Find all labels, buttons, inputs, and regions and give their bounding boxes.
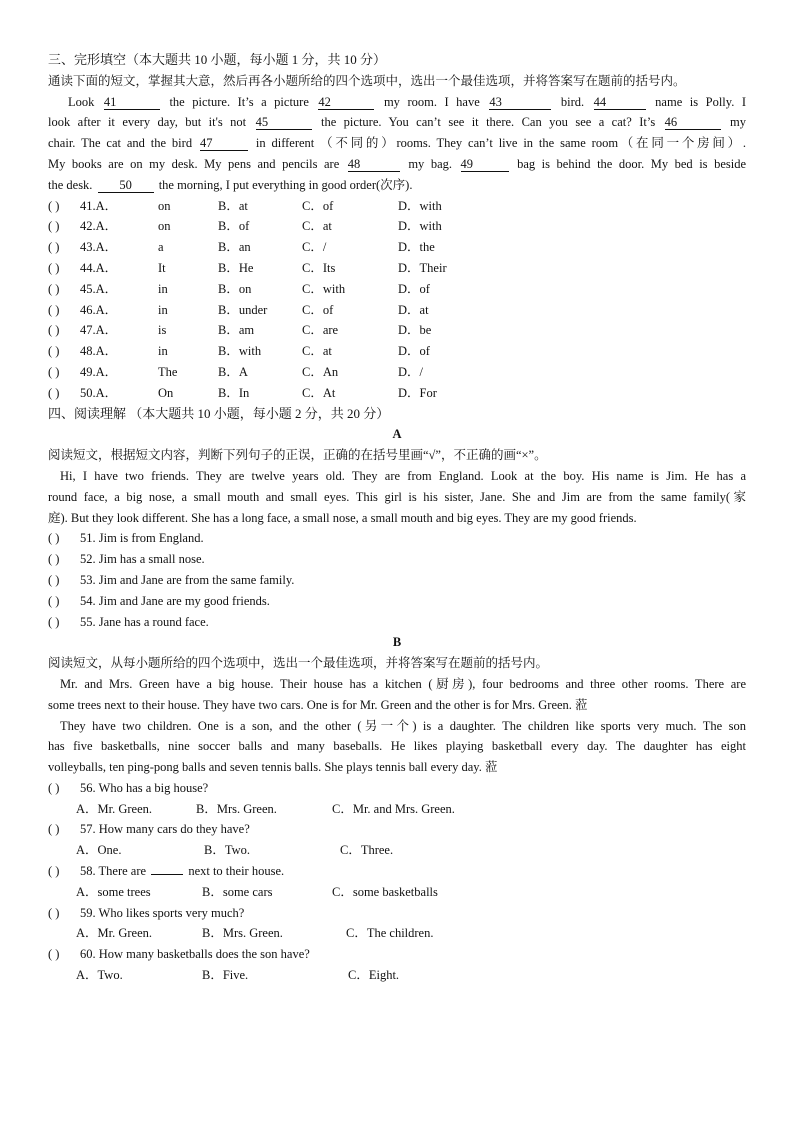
blank-42[interactable]: 42 — [318, 95, 374, 110]
option-c: C．Three. — [340, 843, 394, 858]
cloze-passage-line: Look 41 the picture. It’s a picture 42 my room. I have 43 bird. 44 name is Polly. I — [68, 94, 746, 109]
answer-paren[interactable]: ( ) — [48, 780, 60, 795]
option-a: The — [158, 364, 178, 379]
answer-paren[interactable]: ( ) — [48, 260, 60, 275]
section-a-instruction: 阅读短文，根据短文内容，判断下列句子的正误，正确的在括号里画“√”，不正确的画“×”。 — [48, 448, 547, 463]
cloze-question: ( ) 45.A． in B．on C．with D．of — [48, 279, 746, 300]
option-d: For — [419, 385, 437, 400]
cloze-question: ( ) 42.A． on B．of C．at D．with — [48, 216, 746, 237]
blank-46[interactable]: 46 — [665, 115, 721, 130]
cloze-question: ( ) 41.A． on B．at C．of D．with — [48, 196, 746, 217]
option-b: an — [238, 240, 251, 255]
mc-question-stem: ( ) 58. There are next to their house. — [48, 861, 746, 882]
answer-paren[interactable]: ( ) — [48, 240, 60, 255]
cloze-question: ( ) 48.A． in B．with C．at D．of — [48, 341, 746, 362]
answer-paren[interactable]: ( ) — [48, 947, 60, 962]
answer-paren[interactable]: ( ) — [48, 905, 60, 920]
mc-question-stem: ( ) 59. Who likes sports very much? — [48, 903, 746, 924]
option-c: C．The children. — [346, 926, 434, 941]
option-a: a — [158, 240, 164, 255]
mc-options — [48, 882, 746, 903]
true-false-statement: ( ) 53. Jim and Jane are from the same family. — [48, 570, 746, 591]
option-b: B．Mrs. Green. — [196, 801, 277, 816]
option-c: / — [322, 240, 327, 255]
answer-paren[interactable]: ( ) — [48, 385, 60, 400]
option-c: At — [322, 385, 336, 400]
option-a: on — [158, 219, 171, 234]
option-d: with — [419, 198, 442, 213]
option-b: with — [238, 344, 262, 359]
cloze-question: ( ) 46.A． in B．under C．of D．at — [48, 300, 746, 321]
option-d: Their — [419, 260, 447, 275]
section-a-passage-line: round face, a big nose, a small mouth and small eyes. This girl is his sister, Jane. She and Jim are from the same family(家 — [48, 489, 746, 504]
answer-paren[interactable]: ( ) — [48, 864, 60, 879]
cloze-passage-line: My books are on my desk. My pens and pencils are 48 my bag. 49 bag is behind the door. My bed is beside — [48, 156, 746, 171]
option-c: of — [322, 302, 334, 317]
option-b: B．Five. — [202, 968, 249, 983]
option-d: of — [419, 281, 430, 296]
option-c: An — [322, 364, 339, 379]
reading-heading: 四、阅读理解 （本大题共 10 小题，每小题 2 分，共 20 分） — [48, 405, 390, 421]
option-a: A．Mr. Green. — [76, 801, 153, 816]
option-b: B．Mrs. Green. — [202, 926, 283, 941]
section-a-passage-line: 庭). But they look different. She has a long face, a small nose, a small mouth and big eyes. They are my good friends. — [48, 510, 637, 525]
cloze-heading: 三、完形填空（本大题共 10 小题，每小题 1 分，共 10 分） — [48, 52, 387, 67]
option-b: am — [238, 323, 255, 338]
cloze-question: ( ) 44.A． It B．He C．Its D．Their — [48, 258, 746, 279]
option-d: with — [419, 219, 442, 234]
option-a: on — [158, 198, 171, 213]
cloze-passage-line: look after it every day, but it's not 45 the picture. You can’t see it there. Can you see a cat? It’s 46 my — [48, 115, 746, 130]
option-c: of — [322, 198, 334, 213]
option-b: B．Two. — [204, 843, 251, 858]
section-b-passage-line: They have two children. One is a son, and the other (另一个) is a daughter. The children like sports very much. The son — [60, 718, 746, 733]
section-a-label: A — [392, 427, 402, 442]
option-a: is — [158, 323, 167, 338]
blank-44[interactable]: 44 — [594, 95, 646, 110]
option-c: at — [322, 344, 332, 359]
answer-paren[interactable]: ( ) — [48, 614, 60, 629]
option-a: On — [158, 385, 174, 400]
option-a: in — [158, 281, 168, 296]
option-d: the — [419, 240, 435, 255]
blank-58[interactable] — [151, 874, 183, 875]
blank-45[interactable]: 45 — [256, 115, 312, 130]
true-false-statement: ( ) 52. Jim has a small nose. — [48, 549, 746, 570]
option-b: He — [238, 260, 254, 275]
answer-paren[interactable]: ( ) — [48, 344, 60, 359]
option-b: under — [238, 302, 268, 317]
cloze-passage-line: the desk. 50 the morning, I put everything in good order(次序). — [48, 177, 413, 192]
mc-options — [48, 923, 746, 944]
answer-paren[interactable]: ( ) — [48, 219, 60, 234]
option-b: A — [238, 364, 248, 379]
option-a: A．some trees — [76, 884, 151, 899]
option-a: It — [158, 260, 166, 275]
answer-paren[interactable]: ( ) — [48, 364, 60, 379]
blank-50[interactable]: 50 — [98, 178, 154, 193]
option-b: at — [238, 198, 248, 213]
option-b: on — [238, 281, 252, 296]
option-c: with — [322, 281, 346, 296]
option-c: C．Mr. and Mrs. Green. — [332, 801, 455, 816]
option-b: of — [238, 219, 250, 234]
answer-paren[interactable]: ( ) — [48, 323, 60, 338]
answer-paren[interactable]: ( ) — [48, 302, 60, 317]
cloze-question-list — [48, 196, 746, 404]
answer-paren[interactable]: ( ) — [48, 531, 60, 546]
section-b-passage-line: some trees next to their house. They have two cars. One is for Mr. Green and the other is for Mrs. Green. 蒞 — [48, 697, 588, 712]
option-b: B．some cars — [202, 884, 273, 899]
mc-options — [48, 965, 746, 986]
answer-paren[interactable]: ( ) — [48, 281, 60, 296]
cloze-question: ( ) 47.A． is B．am C．are D．be — [48, 320, 746, 341]
section-a-passage-line: Hi, I have two friends. They are twelve years old. They are from England. Look at the boy. His name is Jim. He has a — [60, 468, 746, 483]
option-a: A．One. — [76, 843, 122, 858]
mc-question-stem: ( ) 60. How many basketballs does the son have? — [48, 944, 746, 965]
option-d: / — [419, 364, 424, 379]
blank-41[interactable]: 41 — [104, 95, 160, 110]
section-b-passage-line: volleyballs, ten ping-pong balls and seven tennis balls. She plays tennis ball every day. 蒞 — [48, 760, 498, 775]
blank-43[interactable]: 43 — [489, 95, 551, 110]
mc-question-stem: ( ) 56. Who has a big house? — [48, 778, 746, 799]
cloze-passage-line: chair. The cat and the bird 47 in different （不同的）rooms. They can’t live in the same room（在同一个房间）. — [48, 136, 746, 151]
blank-47[interactable]: 47 — [200, 136, 248, 151]
answer-paren[interactable]: ( ) — [48, 572, 60, 587]
cloze-question: ( ) 43.A． a B．an C．/ D．the — [48, 237, 746, 258]
mc-options — [48, 799, 746, 820]
option-c: C．Eight. — [348, 968, 400, 983]
blank-49[interactable]: 49 — [461, 157, 509, 172]
option-c: are — [322, 323, 339, 338]
true-false-statement: ( ) 54. Jim and Jane are my good friends. — [48, 591, 746, 612]
option-d: be — [419, 323, 432, 338]
mc-question-stem: ( ) 57. How many cars do they have? — [48, 819, 746, 840]
option-a: in — [158, 302, 168, 317]
true-false-statement: ( ) 55. Jane has a round face. — [48, 612, 746, 633]
section-b-passage-line: Mr. and Mrs. Green have a big house. Their house has a kitchen (厨房), four bedrooms and three other rooms. There are — [60, 676, 746, 691]
section-b-passage-line: has five basketballs, nine soccer balls and many baseballs. He likes playing basketball every day. The daughter has eight — [48, 739, 746, 754]
cloze-question: ( ) 50.A． On B．In C．At D．For — [48, 383, 746, 404]
cloze-instruction: 通读下面的短文，掌握其大意，然后再各小题所给的四个选项中，选出一个最佳选项，并将答案写在题前的括号内。 — [48, 73, 686, 88]
option-c: C．some basketballs — [332, 884, 438, 899]
option-d: of — [419, 344, 430, 359]
cloze-question: ( ) 49.A． The B．A C．An D．/ — [48, 362, 746, 383]
option-c: at — [322, 219, 332, 234]
answer-paren[interactable]: ( ) — [48, 822, 60, 837]
section-b-label: B — [392, 635, 402, 650]
blank-48[interactable]: 48 — [348, 157, 400, 172]
exam-page — [48, 50, 746, 986]
answer-paren[interactable]: ( ) — [48, 593, 60, 608]
true-false-statement: ( ) 51. Jim is from England. — [48, 528, 746, 549]
option-b: In — [238, 385, 250, 400]
answer-paren[interactable]: ( ) — [48, 552, 60, 567]
answer-paren[interactable]: ( ) — [48, 198, 60, 213]
option-c: Its — [322, 260, 336, 275]
option-a: A．Two. — [76, 968, 123, 983]
option-d: at — [419, 302, 429, 317]
section-b-instruction: 阅读短文，从每小题所给的四个选项中，选出一个最佳选项，并将答案写在题前的括号内。 — [48, 656, 549, 671]
mc-options — [48, 840, 746, 861]
option-a: A．Mr. Green. — [76, 926, 153, 941]
option-a: in — [158, 344, 168, 359]
